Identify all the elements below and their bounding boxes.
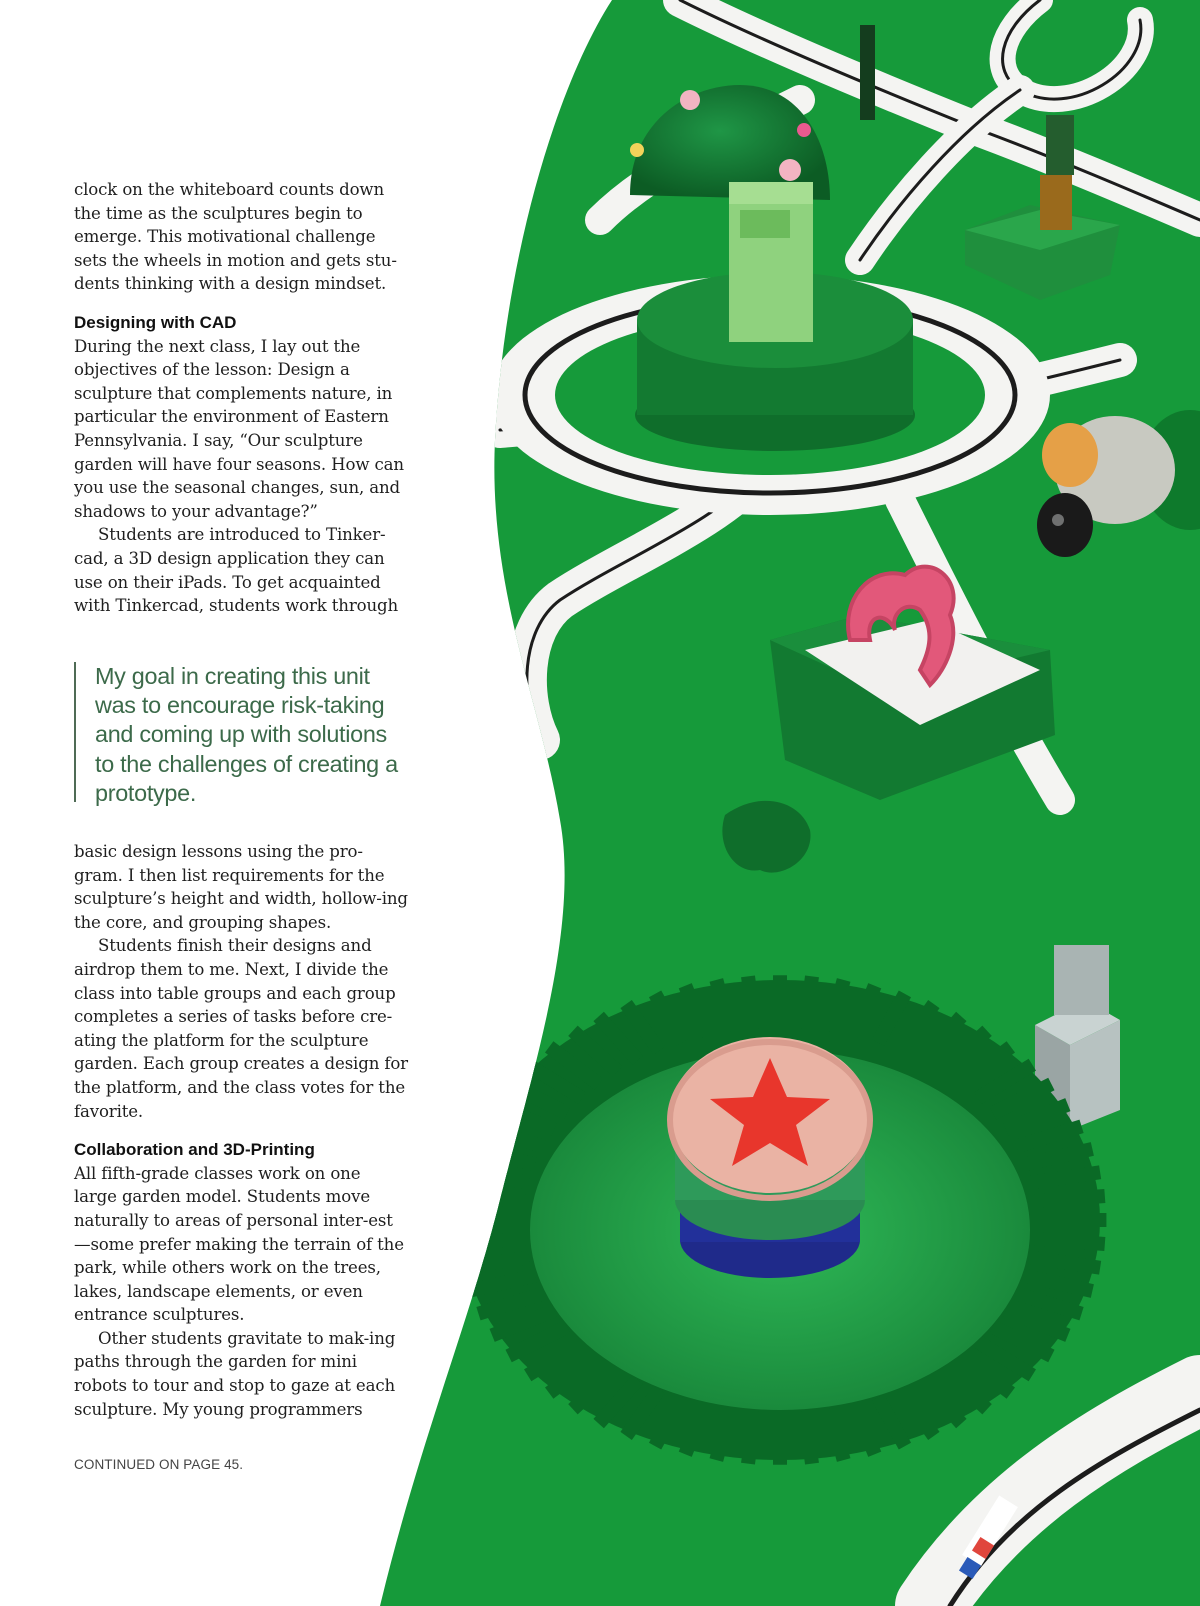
body-paragraph: clock on the whiteboard counts down the time as the sculptures begin to emerge. This motivational challenge sets the wheels in motion and gets stu-dents thinking with a design mindset. xyxy=(74,180,397,294)
fringe-strip xyxy=(455,1239,525,1244)
fringe-strip xyxy=(805,976,812,1029)
body-paragraph: During the next class, I lay out the objectives of the lesson: Design a sculpture that complements nature, in particular the environment of Eastern Pennsylvania. I say, “Our sculpture garden will have four seasons. How can you use the seasonal changes, sun, and shadows to your advantage?” xyxy=(74,336,404,521)
fringe-strip xyxy=(1035,1196,1105,1201)
body-paragraph: Students are introduced to Tinker-cad, a 3D design application they can use on their iPads. To get acquainted with Tinkercad, students work through xyxy=(74,525,399,616)
body-paragraph: basic design lessons using the pro-gram. I then list requirements for the sculpture’s height and width, hollow-ing the core, and grouping shapes. xyxy=(74,842,408,932)
fringe-strip xyxy=(455,1196,525,1201)
pull-quote-text: My goal in creating this unit was to encourage risk-taking and coming up with solutions to the challenges of creating a prototype. xyxy=(95,663,398,806)
green-box-sculpture xyxy=(729,182,813,342)
section-heading-collaboration: Collaboration and 3D-Printing xyxy=(74,1140,315,1160)
fringe-strip xyxy=(748,976,755,1029)
fringe-strip xyxy=(748,1411,755,1464)
fringe-strip xyxy=(805,1411,812,1464)
body-paragraph: Other students gravitate to mak-ing paths through the garden for mini robots to tour and stop to gaze at each sculpture. My young programmers xyxy=(74,1328,396,1419)
body-paragraph: Students finish their designs and airdrop them to me. Next, I divide the class into table groups and each group completes a series of tasks before cre-ating the platform for the sculpture garden. Each group creates a design for the platform, and the class votes for the favorite. xyxy=(74,936,408,1121)
continued-note: CONTINUED ON PAGE 45. xyxy=(74,1457,244,1472)
section-heading-designing: Designing with CAD xyxy=(74,312,237,332)
star-sculpture xyxy=(670,1037,870,1278)
brown-sculpture xyxy=(1040,175,1072,230)
fringe-strip xyxy=(1035,1239,1105,1244)
body-paragraph: All fifth-grade classes work on one large garden model. Students move naturally to areas of personal inter-est—some prefer making the terrain of the park, while others work on the trees, lakes, landscape elements, or even entrance sculptures. xyxy=(74,1163,404,1325)
